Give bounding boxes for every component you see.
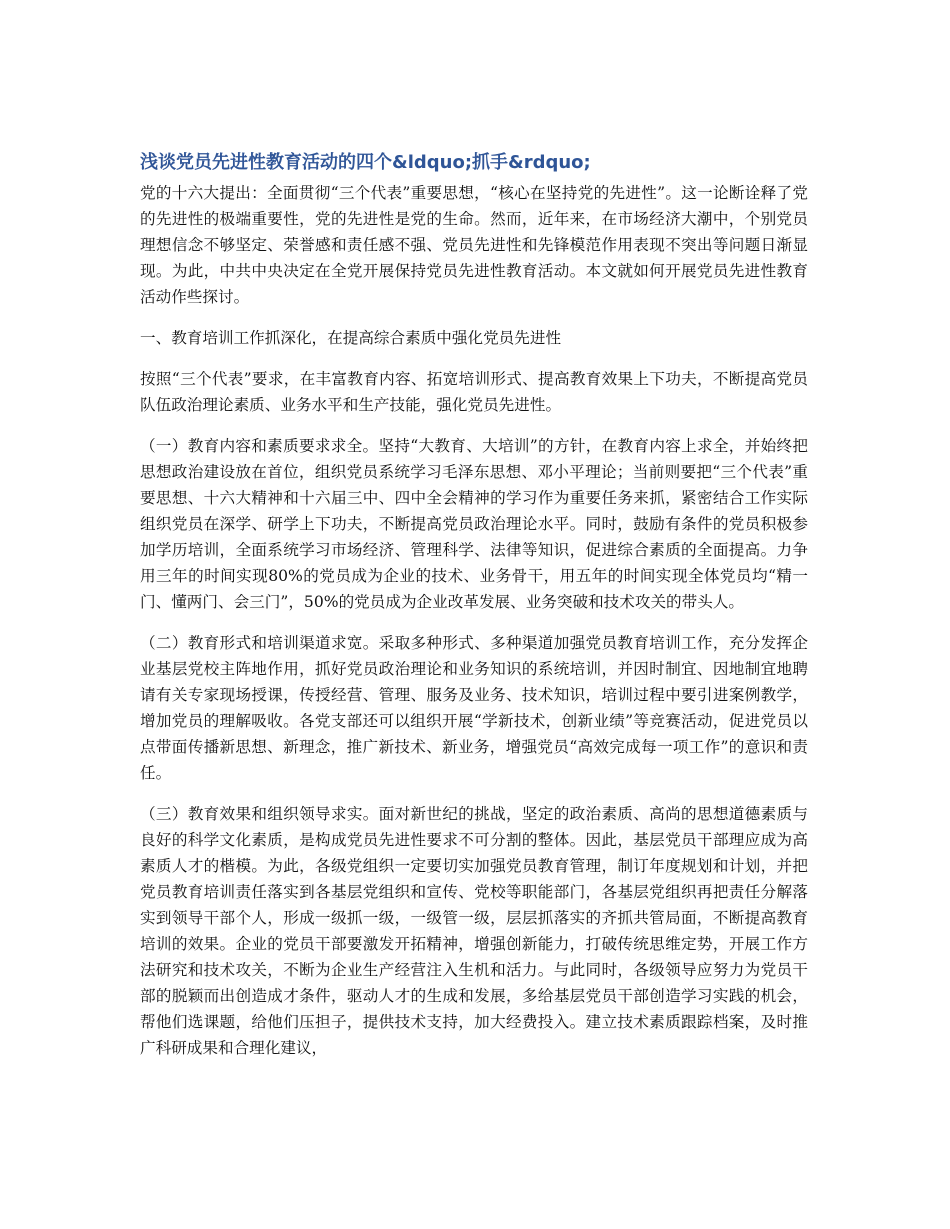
subsection-2-paragraph: （二）教育形式和培训渠道求宽。采取多种形式、多种渠道加强党员教育培训工作，充分发挥企业基层党校主阵地作用，抓好党员政治理论和业务知识的系统培训，并因时制宜、因地制宜地聘请有关专家现场授课，传授经营、管理、服务及业务、技术知识，培训过程中要引进案例教学，增加党员的理解吸收。各党支部还可以组织开展“学新技术，创新业绩”等竞赛活动，促进党员以点带面传播新思想、新理念，推广新技术、新业务，增强党员“高效完成每一项工作”的意识和责任。 [140, 634, 808, 782]
section-intro-paragraph: 按照“三个代表”要求，在丰富教育内容、拓宽培训形式、提高教育效果上下功夫，不断提高党员队伍政治理论素质、业务水平和生产技能，强化党员先进性。 [140, 370, 808, 414]
intro-paragraph: 党的十六大提出：全面贯彻“三个代表”重要思想，“核心在坚持党的先进性”。这一论断诠释了党的先进性的极端重要性，党的先进性是党的生命。然而，近年来，在市场经济大潮中，个别党员理想信念不够坚定、荣誉感和责任感不强、党员先进性和先锋模范作用表现不突出等问题日渐显现。为此，中共中央决定在全党开展保持党员先进性教育活动。本文就如何开展党员先进性教育活动作些探讨。 [140, 184, 808, 306]
section-heading: 一、教育培训工作抓深化，在提高综合素质中强化党员先进性 [140, 329, 562, 347]
document-body [140, 150, 808, 1076]
subsection-1-paragraph: （一）教育内容和素质要求求全。坚持“大教育、大培训”的方针，在教育内容上求全，并始终把思想政治建设放在首位，组织党员系统学习毛泽东思想、邓小平理论；当前则要把“三个代表”重要思想、十六大精神和十六届三中、四中全会精神的学习作为重要任务来抓，紧密结合工作实际组织党员在深学、研学上下功夫，不断提高党员政治理论水平。同时，鼓励有条件的党员积极参加学历培训，全面系统学习市场经济、管理科学、法律等知识，促进综合素质的全面提高。力争用三年的时间实现80%的党员成为企业的技术、业务骨干，用五年的时间实现全体党员均“精一门、懂两门、会三门”，50%的党员成为企业改革发展、业务突破和技术攻关的带头人。 [140, 437, 808, 611]
document-title: 浅谈党员先进性教育活动的四个&ldquo;抓手&rdquo; [140, 152, 591, 173]
subsection-3-paragraph: （三）教育效果和组织领导求实。面对新世纪的挑战，坚定的政治素质、高尚的思想道德素质与良好的科学文化素质，是构成党员先进性要求不可分割的整体。因此，基层党员干部理应成为高素质人才的楷模。为此，各级党组织一定要切实加强党员教育管理，制订年度规划和计划，并把党员教育培训责任落实到各基层党组织和宣传、党校等职能部门，各基层党组织再把责任分解落实到领导干部个人，形成一级抓一级，一级管一级，层层抓落实的齐抓共管局面，不断提高教育培训的效果。企业的党员干部要激发开拓精神，增强创新能力，打破传统思维定势，开展工作方法研究和技术攻关，不断为企业生产经营注入生机和活力。与此同时，各级领导应努力为党员干部的脱颖而出创造成才条件，驱动人才的生成和发展，多给基层党员干部创造学习实践的机会，帮他们选课题，给他们压担子，提供技术支持，加大经费投入。建立技术素质跟踪档案，及时推广科研成果和合理化建议， [140, 805, 808, 1057]
